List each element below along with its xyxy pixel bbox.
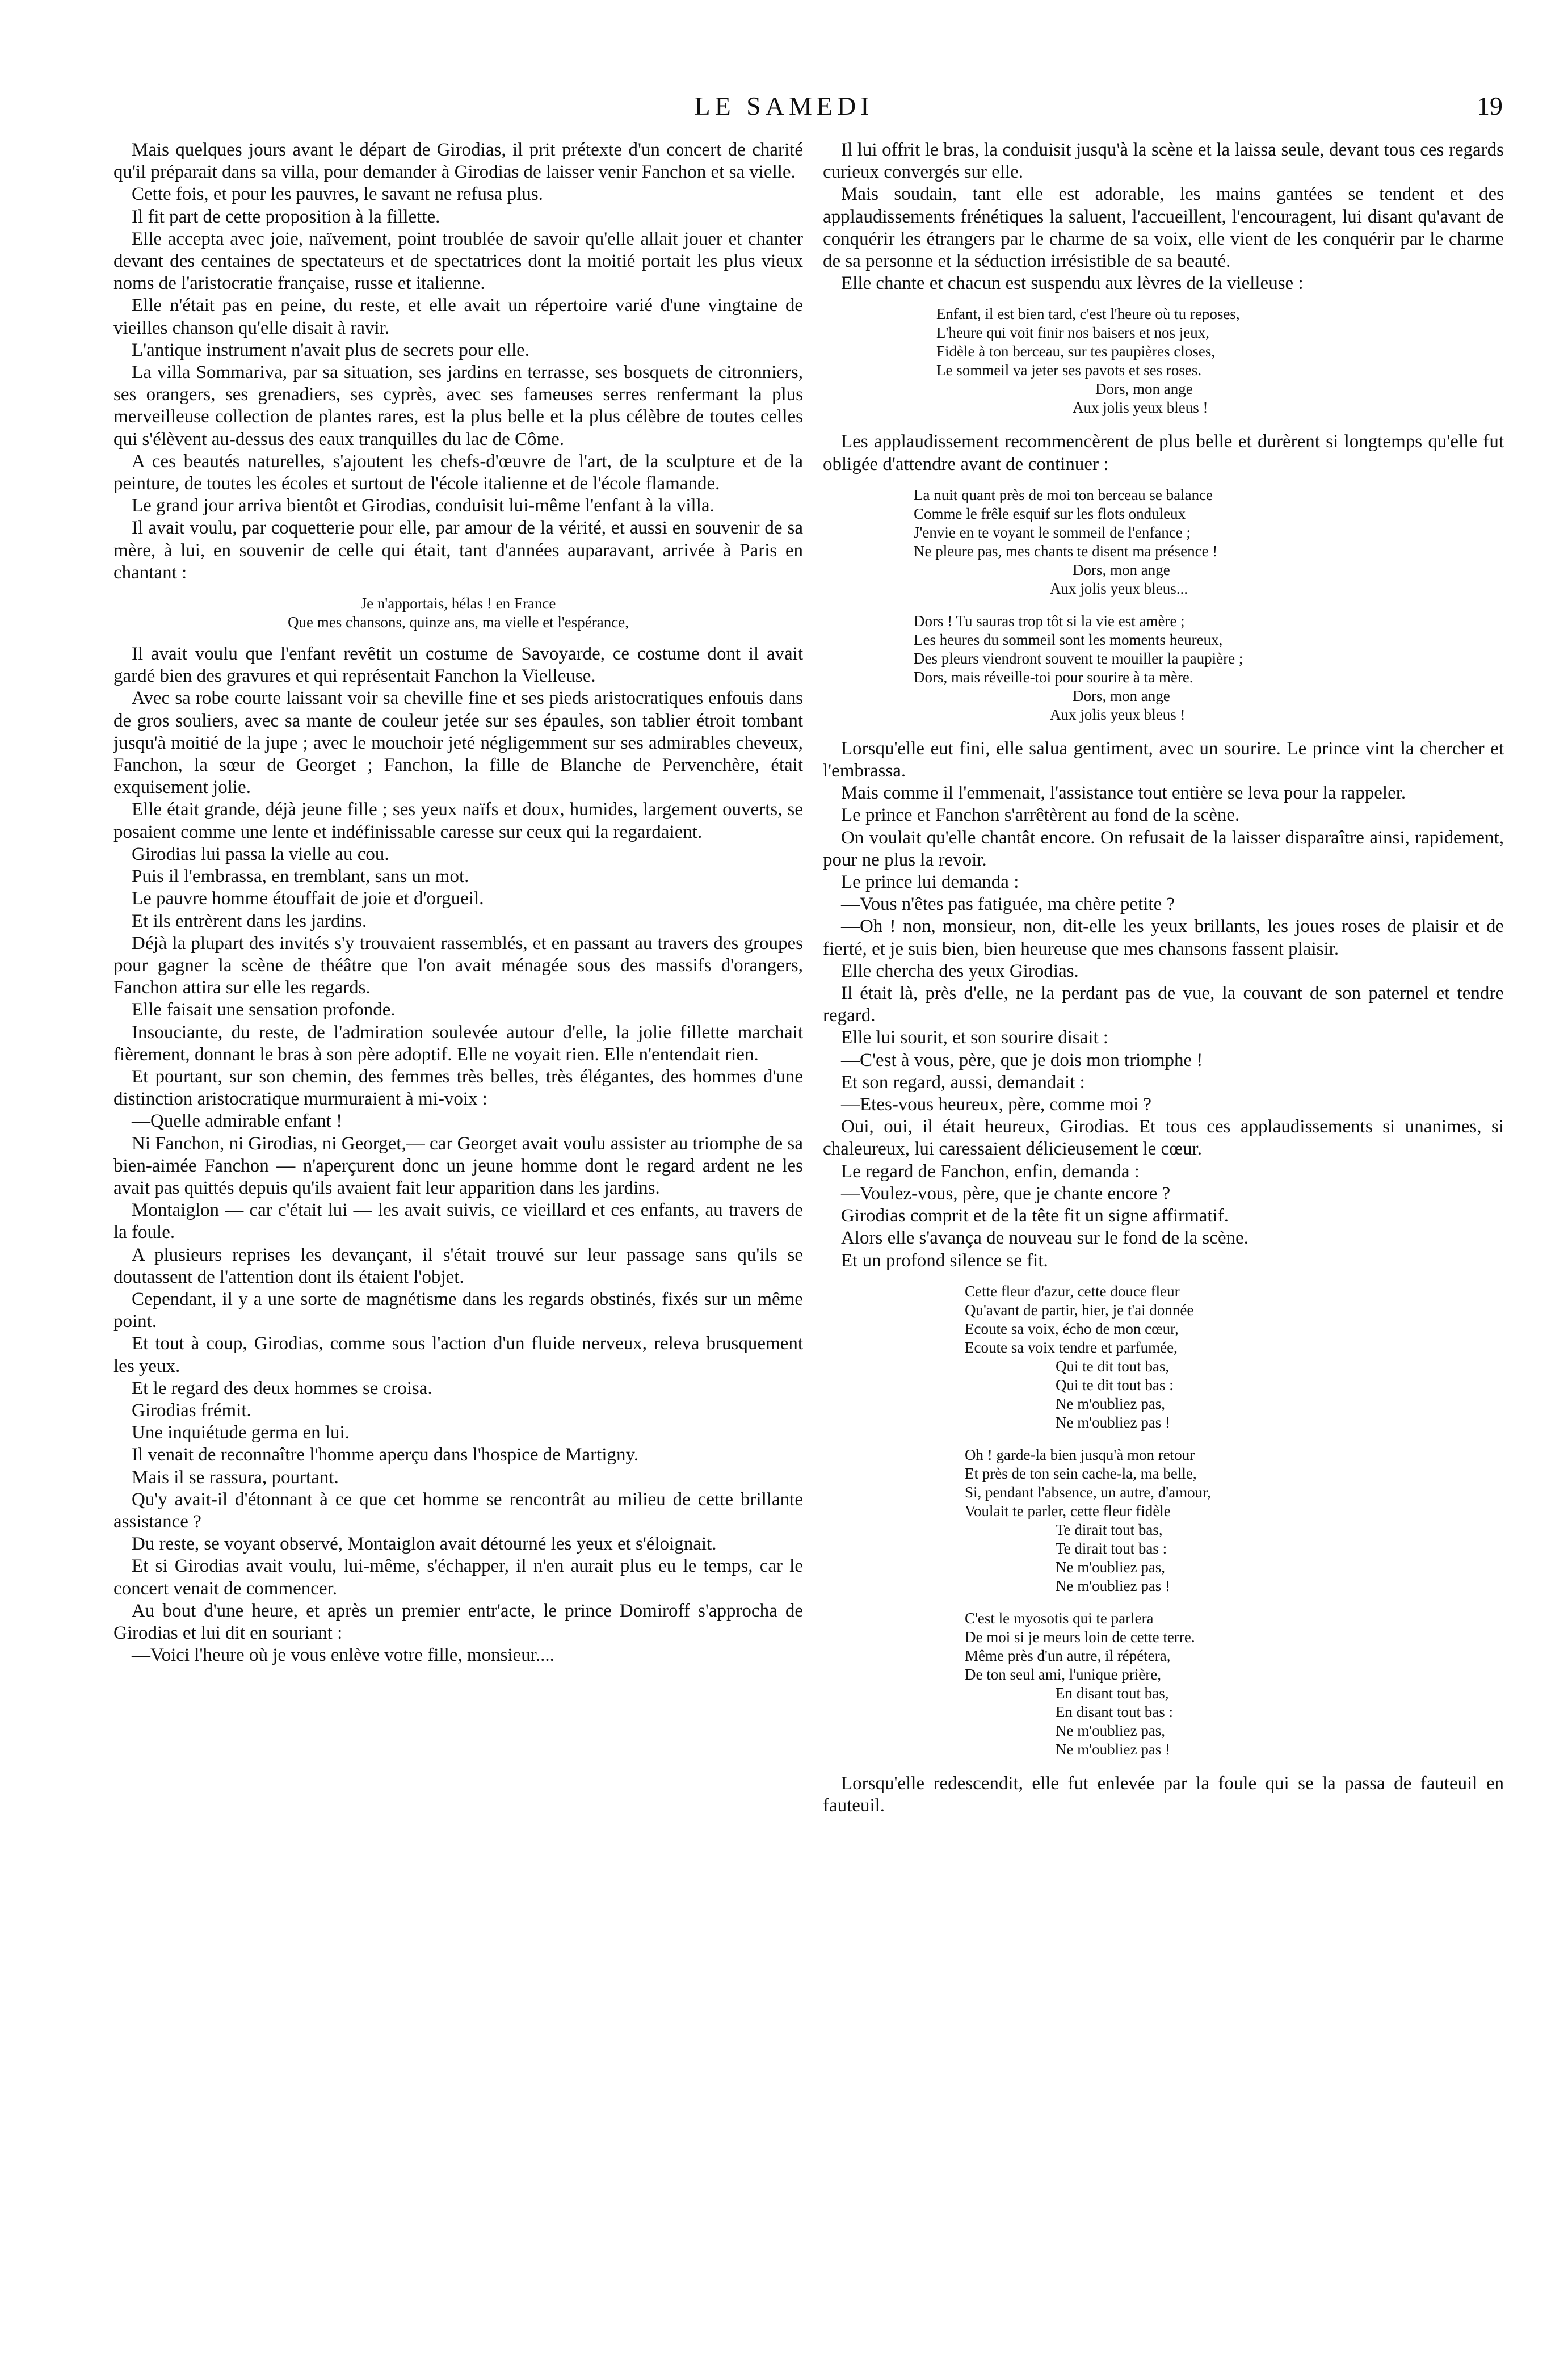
- paragraph: Puis il l'embrassa, en tremblant, sans un mot.: [132, 866, 469, 887]
- verse-line: Des pleurs viendront souvent te mouiller la paupière ;: [914, 649, 1243, 667]
- paragraph: On voulait qu'elle chantât encore. On refusait de la laisser disparaître ainsi, rapidement, pour ne plus la revoir.: [823, 827, 1504, 870]
- verse-line: Je n'apportais, hélas ! en France: [360, 595, 556, 612]
- paragraph: Et le regard des deux hommes se croisa.: [132, 1378, 432, 1399]
- verse-line: Ecoute sa voix, écho de mon cœur,: [965, 1320, 1179, 1337]
- verse-line: Que mes chansons, quinze ans, ma vielle et l'espérance,: [288, 614, 629, 631]
- right-column: [823, 139, 1504, 1817]
- song-verse: [823, 1282, 1504, 1432]
- verse-line: Dors ! Tu sauras trop tôt si la vie est amère ;: [914, 612, 1185, 629]
- paragraph: Une inquiétude germa en lui.: [132, 1422, 350, 1443]
- verse-line: Même près d'un autre, il répétera,: [965, 1647, 1171, 1664]
- paragraph: Mais quelques jours avant le départ de Girodias, il prit prétexte d'un concert de charité qu'il préparait dans sa villa, pour demander à Girodias de laisser venir Fanchon et sa vielle.: [113, 140, 803, 183]
- verse-line: Ne m'oubliez pas,: [1056, 1558, 1166, 1576]
- paragraph: Il avait voulu, par coquetterie pour elle, par amour de la vérité, et aussi en souvenir de sa mère, à lui, en souvenir de celle qui était, tant d'années auparavant, arrivée à Paris en chantant :: [113, 518, 803, 583]
- paragraph: Insouciante, du reste, de l'admiration soulevée autour d'elle, la jolie fillette marchait fièrement, donnant le bras à son père adoptif. Elle ne voyait rien. Elle n'entendait rien.: [113, 1022, 803, 1065]
- song-verse: [823, 305, 1504, 417]
- verse-line: Qui te dit tout bas :: [1056, 1376, 1174, 1393]
- paragraph: Elle chante et chacun est suspendu aux lèvres de la vielleuse :: [841, 273, 1304, 294]
- verse-line: Les heures du sommeil sont les moments heureux,: [914, 631, 1223, 648]
- paragraph: Cependant, il y a une sorte de magnétisme dans les regards obstinés, fixés sur un même point.: [113, 1288, 803, 1332]
- paragraph: Le regard de Fanchon, enfin, demanda :: [841, 1161, 1140, 1182]
- paragraph: Au bout d'une heure, et après un premier entr'acte, le prince Domiroff s'approcha de Girodias et lui dit en souriant :: [113, 1600, 803, 1643]
- paragraph: Ni Fanchon, ni Girodias, ni Georget,— car Georget avait voulu assister au triomphe de sa bien-aimée Fanchon — n'aperçurent donc un jeune homme dont le regard ardent ne les avait pas quittés depuis qu'ils avaient fait leur apparition dans les jardins.: [113, 1133, 803, 1198]
- paragraph: Il était là, près d'elle, ne la perdant pas de vue, la couvant de son paternel et tendre regard.: [823, 983, 1504, 1026]
- verse-line: Aux jolis yeux bleus !: [1050, 706, 1186, 723]
- paragraph: Il fit part de cette proposition à la fillette.: [132, 206, 440, 227]
- paragraph: —Vous n'êtes pas fatiguée, ma chère petite ?: [841, 894, 1175, 915]
- verse-line: Ne m'oubliez pas,: [1056, 1722, 1166, 1739]
- verse-line: Si, pendant l'absence, un autre, d'amour,: [965, 1483, 1211, 1501]
- verse-line: L'heure qui voit finir nos baisers et nos jeux,: [936, 324, 1210, 342]
- verse-line: Dors, mais réveille-toi pour sourire à ta mère.: [914, 668, 1193, 686]
- verse-line: Ne m'oubliez pas !: [1056, 1740, 1171, 1758]
- paragraph: Et son regard, aussi, demandait :: [841, 1072, 1085, 1093]
- paragraph: L'antique instrument n'avait plus de secrets pour elle.: [132, 339, 530, 360]
- verse-line: Enfant, il est bien tard, c'est l'heure où tu reposes,: [936, 305, 1240, 323]
- verse-line: Aux jolis yeux bleus...: [1050, 580, 1188, 597]
- paragraph: —Quelle admirable enfant !: [132, 1111, 343, 1132]
- verse-line: J'envie en te voyant le sommeil de l'enfance ;: [914, 523, 1191, 541]
- paragraph: Lorsqu'elle eut fini, elle salua gentiment, avec un sourire. Le prince vint la chercher et l'embrassa.: [823, 738, 1504, 782]
- verse-line: La nuit quant près de moi ton berceau se balance: [914, 486, 1213, 503]
- paragraph: Girodias frémit.: [132, 1400, 251, 1421]
- paragraph: —Etes-vous heureux, père, comme moi ?: [841, 1094, 1152, 1115]
- journal-title: LE SAMEDI: [694, 91, 874, 120]
- paragraph: Et pourtant, sur son chemin, des femmes très belles, très élégantes, des hommes d'une distinction aristocratique murmuraient à mi-voix :: [113, 1066, 803, 1110]
- paragraph: Le prince lui demanda :: [841, 872, 1019, 893]
- paragraph: Les applaudissement recommencèrent de plus belle et durèrent si longtemps qu'elle fut obligée d'attendre avant de continuer :: [823, 431, 1504, 475]
- paragraph: Elle lui sourit, et son sourire disait :: [841, 1027, 1109, 1048]
- left-column: [113, 139, 803, 1666]
- paragraph: A plusieurs reprises les devançant, il s'était trouvé sur leur passage sans qu'ils se doutassent de l'attention dont ils étaient l'objet.: [113, 1244, 803, 1287]
- paragraph: A ces beautés naturelles, s'ajoutent les chefs-d'œuvre de l'art, de la sculpture et de la peinture, de toutes les écoles et surtout de l'école italienne et de l'école flamande.: [113, 451, 803, 494]
- paragraph: Elle était grande, déjà jeune fille ; ses yeux naïfs et doux, humides, largement ouverts, se posaient comme une lente et indéfinissable caresse sur ceux qui la regardaient.: [113, 799, 803, 842]
- paragraph: —Oh ! non, monsieur, non, dit-elle les yeux brillants, les joues roses de plaisir et de fierté, et je suis bien, bien heureuse que mes chansons fassent plaisir.: [823, 916, 1504, 959]
- paragraph: —Voici l'heure où je vous enlève votre fille, monsieur....: [132, 1645, 554, 1666]
- verse-line: Te dirait tout bas,: [1056, 1521, 1163, 1538]
- paragraph: Mais comme il l'emmenait, l'assistance tout entière se leva pour la rappeler.: [841, 783, 1406, 804]
- paragraph: Déjà la plupart des invités s'y trouvaient rassemblés, et en passant au travers des groupes pour gagner la scène de théâtre que l'on avait ménagée sous des massifs d'orangers, Fanchon attira sur elle les regards.: [113, 933, 803, 998]
- paragraph: Oui, oui, il était heureux, Girodias. Et tous ces applaudissements si unanimes, si chaleureux, lui caressaient délicieusement le cœur.: [823, 1116, 1504, 1160]
- verse-line: Qui te dit tout bas,: [1056, 1357, 1170, 1375]
- paragraph: Elle faisait une sensation profonde.: [132, 1000, 396, 1021]
- paragraph: Mais il se rassura, pourtant.: [132, 1467, 339, 1488]
- paragraph: Alors elle s'avança de nouveau sur le fond de la scène.: [841, 1228, 1248, 1249]
- verse-line: Le sommeil va jeter ses pavots et ses roses.: [936, 362, 1202, 379]
- paragraph: Cette fois, et pour les pauvres, le savant ne refusa plus.: [132, 184, 543, 205]
- paragraph: Avec sa robe courte laissant voir sa cheville fine et ses pieds aristocratiques enfouis dans de gros souliers, avec sa mante de couleur jetée sur ses épaules, son tablier étroit tombant jusqu'à moitié de la jupe ; avec le mouchoir jeté négligemment sur ses admirables cheveux, Fanchon, la sœur de Georget ; Fanchon, la fille de Blanche de Pervenchère, était exquisement jolie.: [113, 688, 803, 798]
- verse-line: Cette fleur d'azur, cette douce fleur: [965, 1282, 1180, 1300]
- verse-line: En disant tout bas,: [1056, 1684, 1169, 1702]
- verse-line: Aux jolis yeux bleus !: [1073, 399, 1208, 417]
- verse-line: Ecoute sa voix tendre et parfumée,: [965, 1338, 1178, 1356]
- song-verse: [823, 1446, 1504, 1596]
- paragraph: Il venait de reconnaître l'homme aperçu dans l'hospice de Martigny.: [132, 1445, 639, 1466]
- song-verse: [823, 612, 1504, 724]
- verse-line: Ne m'oubliez pas,: [1056, 1395, 1166, 1412]
- paragraph: Et ils entrèrent dans les jardins.: [132, 910, 367, 931]
- paragraph: —C'est à vous, père, que je dois mon triomphe !: [841, 1050, 1203, 1071]
- verse-line: Ne pleure pas, mes chants te disent ma présence !: [914, 542, 1218, 560]
- paragraph: Le pauvre homme étouffait de joie et d'orgueil.: [132, 888, 484, 909]
- paragraph: Elle n'était pas en peine, du reste, et elle avait un répertoire varié d'une vingtaine de vieilles chanson qu'elle disait à ravir.: [113, 295, 803, 338]
- verse-line: Fidèle à ton berceau, sur tes paupières closes,: [936, 343, 1216, 360]
- paragraph: La villa Sommariva, par sa situation, ses jardins en terrasse, ses bosquets de citronniers, ses orangers, ses grenadiers, ses cyprès, avec ses fameuses serres renfermant la plus merveilleuse collection de plantes rares, est la plus belle et la plus célèbre de toutes celles qui s'élèvent au-dessus des eaux tranquilles du lac de Côme.: [113, 362, 803, 450]
- paragraph: Elle accepta avec joie, naïvement, point troublée de savoir qu'elle allait jouer et chanter devant des centaines de spectateurs et de spectatrices dont la moitié portait les plus vieux noms de l'aristocratie française, russe et italienne.: [113, 228, 803, 294]
- verse-line: Dors, mon ange: [1073, 687, 1170, 704]
- verse-line: Ne m'oubliez pas !: [1056, 1413, 1171, 1431]
- verse-line: Comme le frêle esquif sur les flots onduleux: [914, 505, 1186, 522]
- verse-line: En disant tout bas :: [1056, 1703, 1173, 1720]
- verse-line: Dors, mon ange: [1073, 561, 1170, 578]
- paragraph: Girodias lui passa la vielle au cou.: [132, 843, 389, 864]
- paragraph: Mais soudain, tant elle est adorable, les mains gantées se tendent et des applaudissements frénétiques la saluent, l'accueillent, l'encouragent, lui disant qu'avant de conquérir les étrangers par le charme de sa voix, elle vient de les conquérir par le charme de sa personne et la séduction irrésistible de sa beauté.: [823, 184, 1504, 272]
- paragraph: —Voulez-vous, père, que je chante encore ?: [841, 1183, 1171, 1204]
- verse-line: C'est le myosotis qui te parlera: [965, 1609, 1154, 1627]
- paragraph: Le prince et Fanchon s'arrêtèrent au fond de la scène.: [841, 805, 1240, 826]
- song-verse: [113, 594, 803, 632]
- paragraph: Et un profond silence se fit.: [841, 1250, 1048, 1271]
- paragraph: Il lui offrit le bras, la conduisit jusqu'à la scène et la laissa seule, devant tous ces regards curieux convergés sur elle.: [823, 140, 1504, 183]
- paragraph: Du reste, se voyant observé, Montaiglon avait détourné les yeux et s'éloignait.: [132, 1534, 717, 1555]
- song-verse: [823, 1609, 1504, 1759]
- song-verse: [823, 486, 1504, 598]
- verse-line: Voulait te parler, cette fleur fidèle: [965, 1502, 1171, 1519]
- verse-line: Et près de ton sein cache-la, ma belle,: [965, 1464, 1197, 1482]
- paragraph: Elle chercha des yeux Girodias.: [841, 960, 1079, 981]
- paragraph: Il avait voulu que l'enfant revêtit un costume de Savoyarde, ce costume dont il avait gardé bien des gravures et qui représentait Fanchon la Vielleuse.: [113, 644, 803, 687]
- page-number: 19: [1477, 91, 1503, 120]
- paragraph: Girodias comprit et de la tête fit un signe affirmatif.: [841, 1206, 1229, 1227]
- paragraph: Et tout à coup, Girodias, comme sous l'action d'un fluide nerveux, releva brusquement les yeux.: [113, 1333, 803, 1376]
- paragraph: Qu'y avait-il d'étonnant à ce que cet homme se rencontrât au milieu de cette brillante assistance ?: [113, 1489, 803, 1532]
- verse-line: Te dirait tout bas :: [1056, 1539, 1167, 1557]
- paragraph: Le grand jour arriva bientôt et Girodias, conduisit lui-même l'enfant à la villa.: [132, 496, 714, 517]
- verse-line: De moi si je meurs loin de cette terre.: [965, 1628, 1195, 1645]
- paragraph: Montaiglon — car c'était lui — les avait suivis, ce vieillard et ces enfants, au travers de la foule.: [113, 1200, 803, 1243]
- verse-line: Ne m'oubliez pas !: [1056, 1577, 1171, 1594]
- paragraph: Lorsqu'elle redescendit, elle fut enlevée par la foule qui se la passa de fauteuil en fauteuil.: [823, 1773, 1504, 1816]
- paragraph: Et si Girodias avait voulu, lui-même, s'échapper, il n'en aurait plus eu le temps, car le concert venait de commencer.: [113, 1556, 803, 1599]
- verse-line: De ton seul ami, l'unique prière,: [965, 1665, 1162, 1683]
- verse-line: Qu'avant de partir, hier, je t'ai donnée: [965, 1301, 1194, 1319]
- verse-line: Dors, mon ange: [1095, 380, 1193, 398]
- page-header: [0, 91, 1568, 136]
- verse-line: Oh ! garde-la bien jusqu'à mon retour: [965, 1446, 1195, 1463]
